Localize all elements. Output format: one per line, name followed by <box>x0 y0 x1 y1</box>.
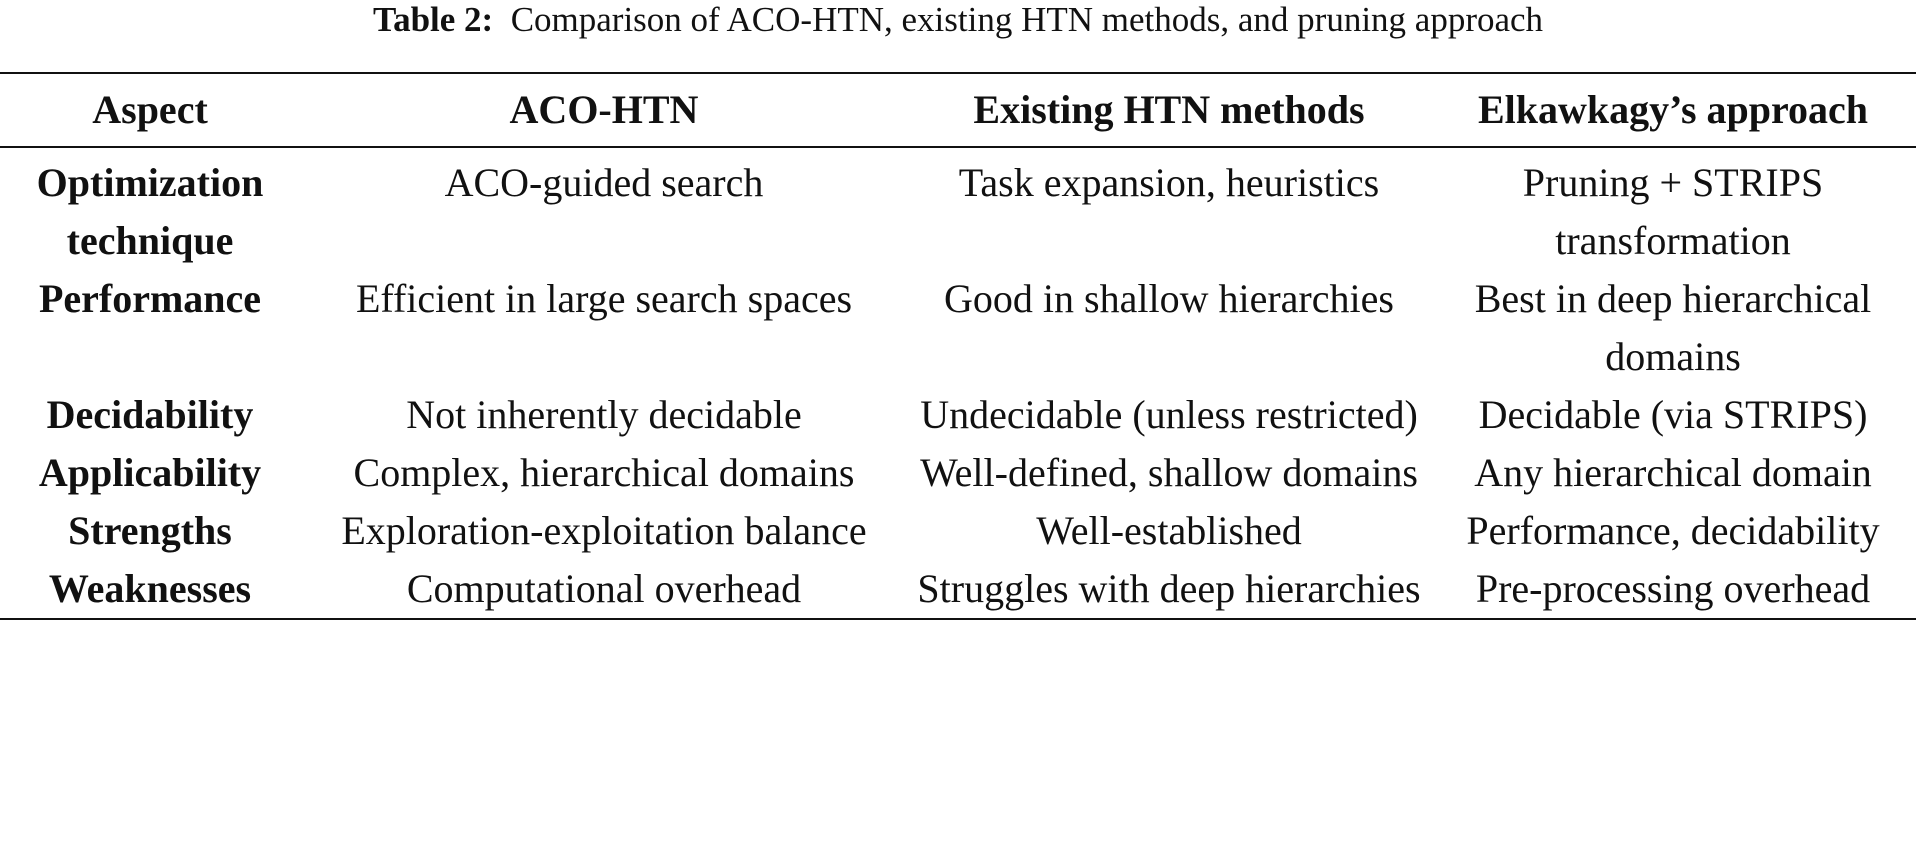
header-aspect: Aspect <box>92 87 208 132</box>
table-row <box>0 560 1916 619</box>
aco-htn-cell: Exploration-exploitation balance <box>341 508 867 553</box>
header-elkawkagy-approach: Elkawkagy’s approach <box>1477 87 1869 132</box>
table-caption <box>0 0 1916 40</box>
aco-htn-cell: Efficient in large search spaces <box>355 276 853 321</box>
elkawkagy-cell: Pre-processing overhead <box>1475 566 1871 611</box>
existing-htn-cell: Undecidable (unless restricted) <box>920 392 1418 437</box>
existing-htn-cell: Task expansion, heuristics <box>958 160 1380 205</box>
table-caption-text: Comparison of ACO-HTN, existing HTN methods, and pruning approach <box>510 0 1544 39</box>
table-row <box>0 502 1916 560</box>
aco-htn-cell: Complex, hierarchical domains <box>353 450 855 495</box>
elkawkagy-cell: Decidable (via STRIPS) <box>1478 392 1868 437</box>
elkawkagy-cell: Pruning + STRIPS transformation <box>1522 160 1824 263</box>
row-aspect-cell: Weaknesses <box>48 566 252 611</box>
row-aspect-cell: Strengths <box>68 508 232 553</box>
table-row <box>0 444 1916 502</box>
row-aspect-cell: Decidability <box>46 392 254 437</box>
table-caption-label: Table 2: <box>372 0 494 39</box>
elkawkagy-cell: Performance, decidability <box>1466 508 1880 553</box>
header-existing-htn-methods: Existing HTN methods <box>973 87 1365 132</box>
header-aco-htn: ACO-HTN <box>509 87 699 132</box>
row-aspect-cell: Applicability <box>38 450 262 495</box>
existing-htn-cell: Struggles with deep hierarchies <box>917 566 1421 611</box>
comparison-table-container <box>0 72 1916 620</box>
row-aspect-cell: Performance <box>38 276 262 321</box>
table-header-row <box>0 73 1916 147</box>
existing-htn-cell: Good in shallow hierarchies <box>944 276 1394 321</box>
table-row <box>0 147 1916 270</box>
aco-htn-cell: Not inherently decidable <box>406 392 802 437</box>
existing-htn-cell: Well-established <box>1036 508 1302 553</box>
table-row <box>0 386 1916 444</box>
aco-htn-cell: ACO-guided search <box>444 160 764 205</box>
elkawkagy-cell: Any hierarchical domain <box>1474 450 1872 495</box>
elkawkagy-cell: Best in deep hierarchical domains <box>1474 276 1872 379</box>
table-row <box>0 270 1916 386</box>
existing-htn-cell: Well-defined, shallow domains <box>920 450 1418 495</box>
comparison-table <box>0 72 1916 620</box>
row-aspect-cell: Optimization technique <box>36 160 264 263</box>
aco-htn-cell: Computational overhead <box>406 566 802 611</box>
